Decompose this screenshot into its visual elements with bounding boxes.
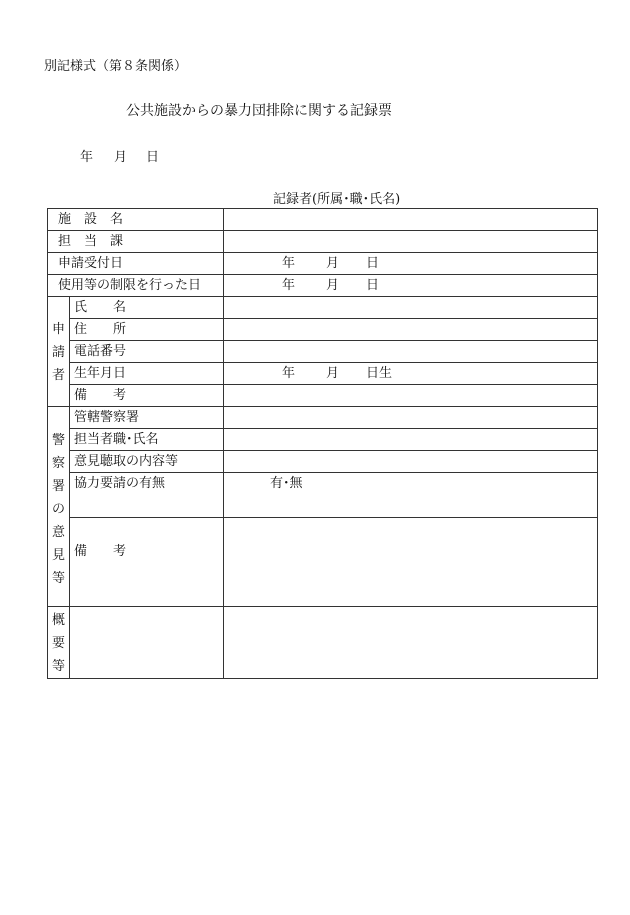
date-year: 年 (80, 150, 94, 165)
date-line (80, 146, 159, 165)
recorder-label: 記録者(所属･職･氏名) (273, 192, 401, 207)
value-police-station[interactable] (224, 407, 598, 429)
group-summary-char: 概 (51, 613, 65, 628)
row-application-date (48, 253, 598, 275)
group-police-char: 警 (51, 433, 65, 448)
label-facility: 施 設 名 (48, 209, 224, 231)
label-applicant-phone: 電話番号 (70, 341, 224, 363)
group-summary-char: 等 (51, 659, 65, 674)
row-police-officer (48, 429, 598, 451)
row-police-hearing (48, 451, 598, 473)
label-police-station: 管轄警察署 (70, 407, 224, 429)
label-application-date: 申請受付日 (48, 253, 224, 275)
group-police-char: 察 (51, 456, 65, 471)
row-summary (48, 607, 598, 679)
group-applicant (48, 297, 70, 407)
value-facility[interactable] (224, 209, 598, 231)
row-applicant-phone (48, 341, 598, 363)
value-section[interactable] (224, 231, 598, 253)
res-year: 年 (282, 277, 296, 293)
label-police-remarks: 備 考 (70, 518, 224, 607)
value-police-cooperation[interactable] (224, 473, 598, 518)
value-police-remarks[interactable] (224, 518, 598, 607)
row-police-station (48, 407, 598, 429)
form-label: 別記様式（第８条関係） (44, 59, 188, 74)
label-police-officer: 担当者職･氏名 (70, 429, 224, 451)
value-restriction-date[interactable] (224, 275, 598, 297)
group-police-char: 等 (51, 571, 65, 586)
row-police-cooperation (48, 473, 598, 518)
label-police-hearing: 意見聴取の内容等 (70, 451, 224, 473)
label-section: 担 当 課 (48, 231, 224, 253)
birth-year: 年 (282, 365, 296, 381)
value-application-date[interactable] (224, 253, 598, 275)
row-restriction-date (48, 275, 598, 297)
group-police-char: 意 (51, 525, 65, 540)
date-month: 月 (114, 150, 128, 165)
value-applicant-birthdate[interactable] (224, 363, 598, 385)
group-police (48, 407, 70, 607)
row-police-remarks (48, 518, 598, 607)
group-police-char: 署 (51, 479, 65, 494)
group-summary-char: 要 (51, 636, 65, 651)
row-applicant-remarks (48, 385, 598, 407)
row-applicant-address (48, 319, 598, 341)
group-summary (48, 607, 70, 679)
birth-day: 日生 (366, 365, 393, 381)
label-applicant-birthdate: 生年月日 (70, 363, 224, 385)
group-applicant-char: 者 (51, 368, 65, 383)
group-police-char: 見 (51, 548, 65, 563)
value-summary[interactable] (224, 607, 598, 679)
label-restriction-date: 使用等の制限を行った日 (48, 275, 224, 297)
res-day: 日 (366, 277, 380, 293)
record-table (47, 208, 598, 679)
row-section (48, 231, 598, 253)
group-applicant-char: 申 (51, 322, 65, 337)
document-title: 公共施設からの暴力団排除に関する記録票 (126, 103, 392, 119)
date-day: 日 (146, 150, 160, 165)
app-year: 年 (282, 255, 296, 271)
label-applicant-remarks: 備 考 (70, 385, 224, 407)
value-applicant-phone[interactable] (224, 341, 598, 363)
row-applicant-name (48, 297, 598, 319)
value-applicant-address[interactable] (224, 319, 598, 341)
group-police-char: の (51, 502, 65, 517)
value-applicant-remarks[interactable] (224, 385, 598, 407)
birth-month: 月 (326, 365, 340, 381)
cooperation-choice[interactable]: 有･無 (270, 476, 303, 491)
value-police-hearing[interactable] (224, 451, 598, 473)
app-day: 日 (366, 255, 380, 271)
group-applicant-char: 請 (51, 345, 65, 360)
row-applicant-birthdate (48, 363, 598, 385)
label-applicant-address: 住 所 (70, 319, 224, 341)
app-month: 月 (326, 255, 340, 271)
label-applicant-name: 氏 名 (70, 297, 224, 319)
label-police-cooperation: 協力要請の有無 (70, 473, 224, 518)
value-applicant-name[interactable] (224, 297, 598, 319)
res-month: 月 (326, 277, 340, 293)
value-summary-left[interactable] (70, 607, 224, 679)
value-police-officer[interactable] (224, 429, 598, 451)
row-facility (48, 209, 598, 231)
